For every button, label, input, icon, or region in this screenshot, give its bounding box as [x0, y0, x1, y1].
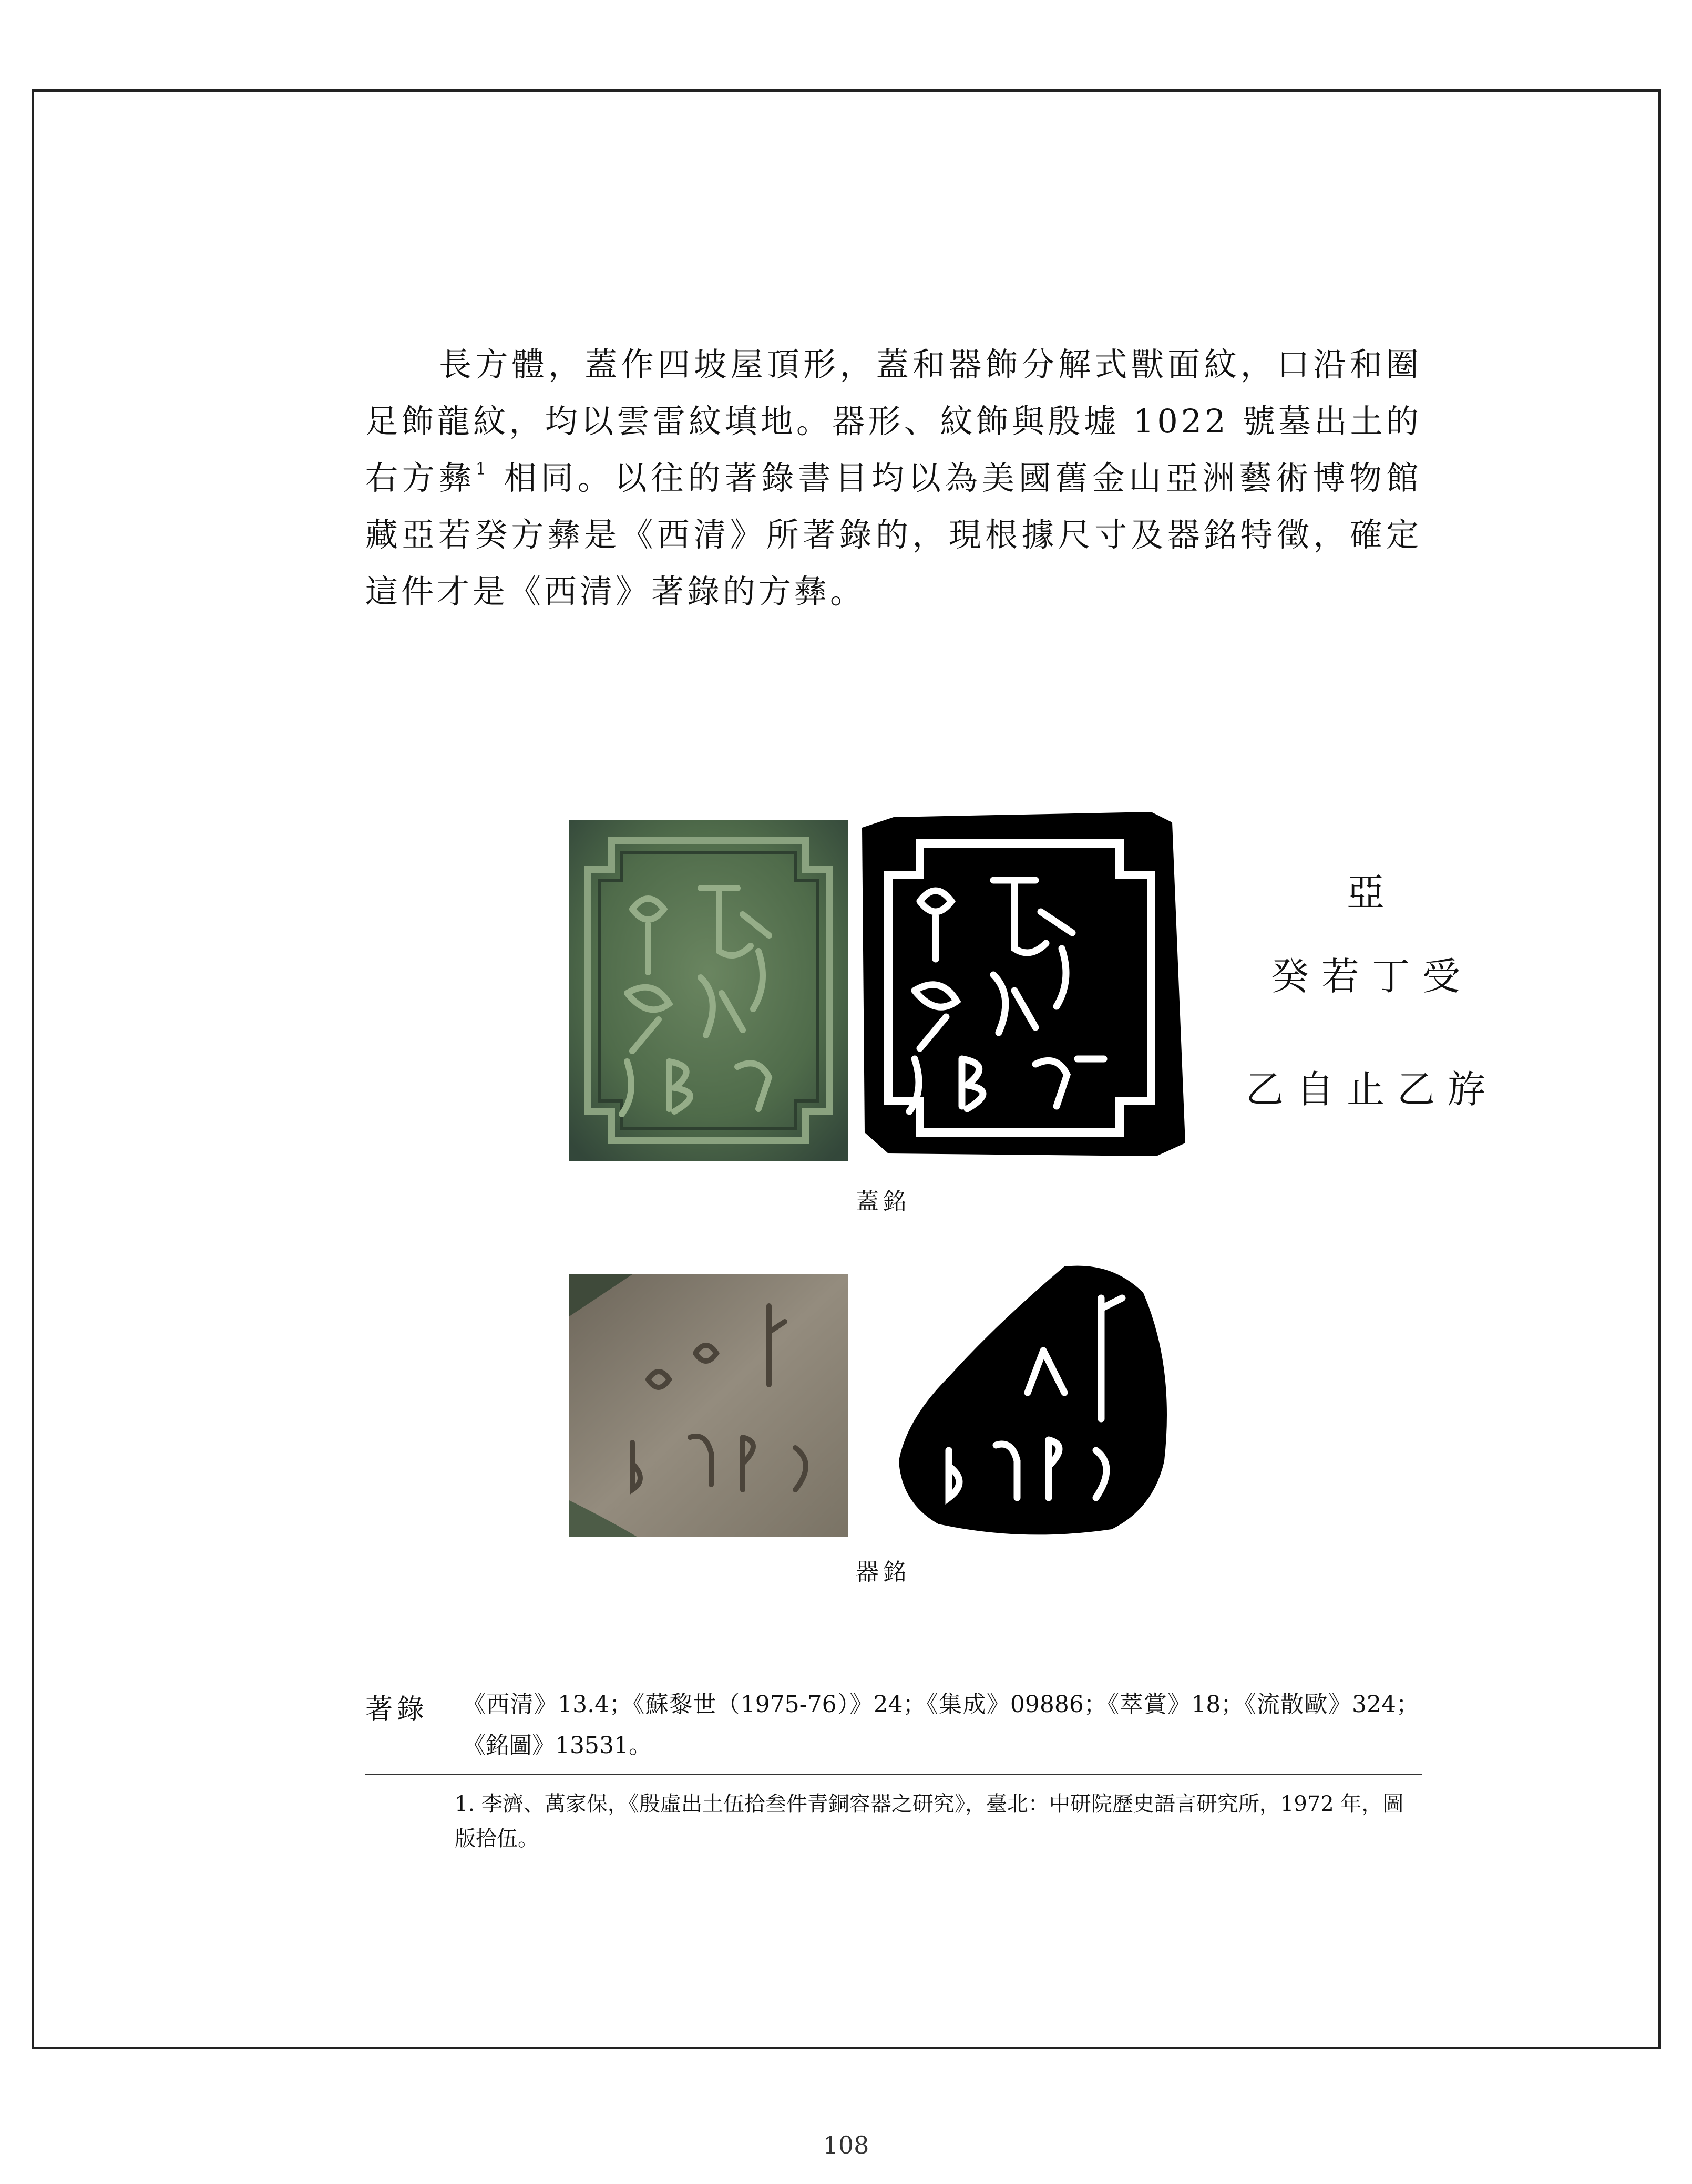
transcription-line-3: 乙自止乙斿	[1245, 1067, 1498, 1111]
vessel-inscription-photo	[569, 1274, 848, 1537]
lid-inscription-photo	[569, 820, 848, 1161]
record-label: 著錄	[365, 1694, 429, 1725]
caption-vessel: 器銘	[856, 1559, 910, 1585]
lid-inscription-rubbing	[857, 807, 1191, 1164]
footnote-1: 1. 李濟、萬家保，《殷虛出土伍拾叁件青銅容器之研究》，臺北：中研院歷史語言研究所，1972 年，圖版拾伍。	[455, 1792, 1404, 1851]
footnote-divider	[365, 1774, 1422, 1775]
transcription-line-2: 癸若丁受	[1270, 954, 1473, 998]
body-text-part2: 相同。以往的著錄書目均以為美國舊金山亞洲藝術博物館藏亞若癸方彝是《西清》所著錄的，現根據尺寸及器銘特徵，確定這件才是《西清》著錄的方彝。	[365, 459, 1422, 611]
record-text: 《西清》13.4；《蘇黎世（1975-76）》24；《集成》09886；《萃賞》18；《流散歐》324；《銘圖》13531。	[463, 1691, 1419, 1759]
body-paragraph	[365, 336, 1422, 620]
vessel-inscription-rubbing	[891, 1261, 1175, 1542]
transcription-line-1: 亞	[1346, 870, 1397, 914]
footnote-marker[interactable]: 1	[475, 459, 490, 479]
caption-lid: 蓋銘	[856, 1188, 910, 1215]
page-number: 108	[823, 2131, 869, 2159]
body-text-part1: 長方體，蓋作四坡屋頂形，蓋和器飾分解式獸面紋，口沿和圈足飾龍紋，均以雲雷紋填地。器形、紋飾與殷墟 1022 號墓出土的右方彝	[365, 345, 1422, 497]
